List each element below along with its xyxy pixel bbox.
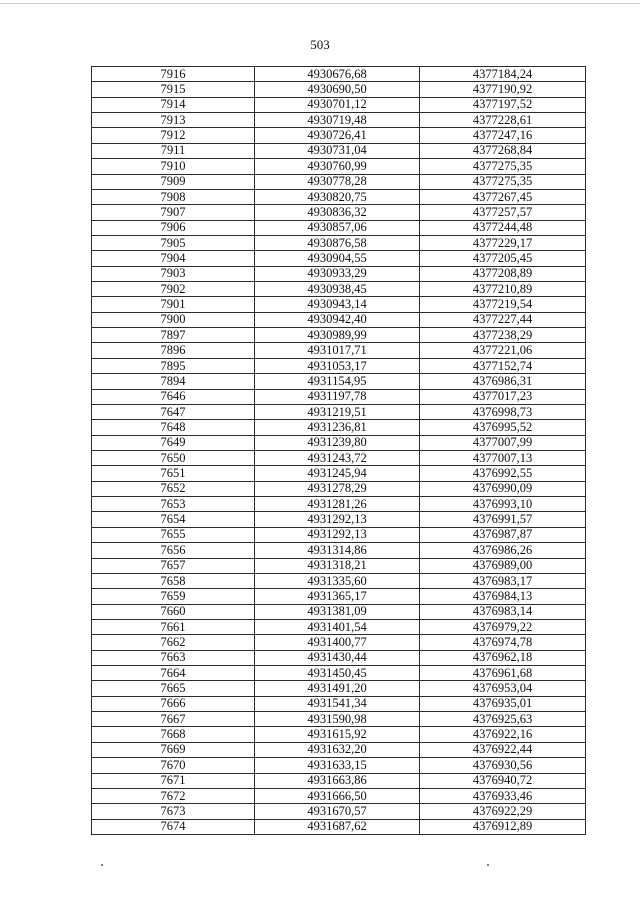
table-row: [92, 420, 586, 435]
table-row: [92, 374, 586, 389]
table-row: [92, 819, 586, 834]
point-number-cell: 7908: [92, 189, 255, 204]
page-number: 503: [310, 37, 330, 52]
x-coordinate-cell: 4931401,54: [255, 619, 420, 634]
x-coordinate-cell: 4931281,26: [255, 497, 420, 512]
point-number-cell: 7662: [92, 635, 255, 650]
x-coordinate-cell: 4931278,29: [255, 481, 420, 496]
x-coordinate-cell: 4931243,72: [255, 450, 420, 465]
point-number-cell: 7661: [92, 619, 255, 634]
point-number-cell: 7910: [92, 159, 255, 174]
point-number-cell: 7914: [92, 97, 255, 112]
y-coordinate-cell: 4377228,61: [420, 113, 586, 128]
table-row: [92, 312, 586, 327]
point-number-cell: 7674: [92, 819, 255, 834]
table-row: [92, 97, 586, 112]
point-number-cell: 7646: [92, 389, 255, 404]
x-coordinate-cell: 4930719,48: [255, 113, 420, 128]
x-coordinate-cell: 4931154,95: [255, 374, 420, 389]
x-coordinate-cell: 4931292,13: [255, 512, 420, 527]
table-row: [92, 527, 586, 542]
top-border-line: [0, 3, 640, 4]
y-coordinate-cell: 4376940,72: [420, 773, 586, 788]
point-number-cell: 7669: [92, 742, 255, 757]
y-coordinate-cell: 4377007,99: [420, 435, 586, 450]
x-coordinate-cell: 4931590,98: [255, 712, 420, 727]
table-row: [92, 82, 586, 97]
table-row: [92, 389, 586, 404]
table-row: [92, 205, 586, 220]
x-coordinate-cell: 4930904,55: [255, 251, 420, 266]
x-coordinate-cell: 4931197,78: [255, 389, 420, 404]
y-coordinate-cell: 4377197,52: [420, 97, 586, 112]
x-coordinate-cell: 4931239,80: [255, 435, 420, 450]
point-number-cell: 7894: [92, 374, 255, 389]
x-coordinate-cell: 4931400,77: [255, 635, 420, 650]
point-number-cell: 7915: [92, 82, 255, 97]
point-number-cell: 7657: [92, 558, 255, 573]
table-row: [92, 773, 586, 788]
point-number-cell: 7912: [92, 128, 255, 143]
y-coordinate-cell: 4376974,78: [420, 635, 586, 650]
y-coordinate-cell: 4376989,00: [420, 558, 586, 573]
y-coordinate-cell: 4376953,04: [420, 681, 586, 696]
y-coordinate-cell: 4376991,57: [420, 512, 586, 527]
point-number-cell: 7673: [92, 804, 255, 819]
x-coordinate-cell: 4931670,57: [255, 804, 420, 819]
point-number-cell: 7671: [92, 773, 255, 788]
y-coordinate-cell: 4377219,54: [420, 297, 586, 312]
x-coordinate-cell: 4931292,13: [255, 527, 420, 542]
x-coordinate-cell: 4931687,62: [255, 819, 420, 834]
x-coordinate-cell: 4931663,86: [255, 773, 420, 788]
table-row: [92, 712, 586, 727]
x-coordinate-cell: 4930857,06: [255, 220, 420, 235]
y-coordinate-cell: 4376922,29: [420, 804, 586, 819]
scan-speck: [101, 864, 103, 866]
x-coordinate-cell: 4931365,17: [255, 589, 420, 604]
table-row: [92, 328, 586, 343]
point-number-cell: 7654: [92, 512, 255, 527]
table-row: [92, 128, 586, 143]
coordinates-table: [91, 66, 586, 835]
point-number-cell: 7901: [92, 297, 255, 312]
point-number-cell: 7652: [92, 481, 255, 496]
x-coordinate-cell: 4930820,75: [255, 189, 420, 204]
table-row: [92, 143, 586, 158]
x-coordinate-cell: 4931219,51: [255, 404, 420, 419]
point-number-cell: 7660: [92, 604, 255, 619]
x-coordinate-cell: 4931245,94: [255, 466, 420, 481]
point-number-cell: 7667: [92, 712, 255, 727]
table-row: [92, 804, 586, 819]
table-row: [92, 589, 586, 604]
x-coordinate-cell: 4930836,32: [255, 205, 420, 220]
x-coordinate-cell: 4930989,99: [255, 328, 420, 343]
y-coordinate-cell: 4377152,74: [420, 358, 586, 373]
point-number-cell: 7905: [92, 235, 255, 250]
y-coordinate-cell: 4376986,31: [420, 374, 586, 389]
y-coordinate-cell: 4377205,45: [420, 251, 586, 266]
point-number-cell: 7900: [92, 312, 255, 327]
point-number-cell: 7913: [92, 113, 255, 128]
y-coordinate-cell: 4376993,10: [420, 497, 586, 512]
point-number-cell: 7651: [92, 466, 255, 481]
y-coordinate-cell: 4377210,89: [420, 282, 586, 297]
y-coordinate-cell: 4376925,63: [420, 712, 586, 727]
point-number-cell: 7904: [92, 251, 255, 266]
x-coordinate-cell: 4931430,44: [255, 650, 420, 665]
y-coordinate-cell: 4377221,06: [420, 343, 586, 358]
y-coordinate-cell: 4377007,13: [420, 450, 586, 465]
point-number-cell: 7664: [92, 666, 255, 681]
table-row: [92, 604, 586, 619]
table-row: [92, 435, 586, 450]
point-number-cell: 7658: [92, 573, 255, 588]
y-coordinate-cell: 4376922,44: [420, 742, 586, 757]
table-row: [92, 543, 586, 558]
y-coordinate-cell: 4377229,17: [420, 235, 586, 250]
table-row: [92, 573, 586, 588]
y-coordinate-cell: 4377257,57: [420, 205, 586, 220]
table-row: [92, 174, 586, 189]
table-row: [92, 497, 586, 512]
table-row: [92, 619, 586, 634]
point-number-cell: 7663: [92, 650, 255, 665]
point-number-cell: 7896: [92, 343, 255, 358]
point-number-cell: 7916: [92, 67, 255, 82]
point-number-cell: 7648: [92, 420, 255, 435]
x-coordinate-cell: 4930760,99: [255, 159, 420, 174]
point-number-cell: 7911: [92, 143, 255, 158]
y-coordinate-cell: 4377275,35: [420, 174, 586, 189]
point-number-cell: 7650: [92, 450, 255, 465]
y-coordinate-cell: 4376961,68: [420, 666, 586, 681]
y-coordinate-cell: 4376986,26: [420, 543, 586, 558]
table-row: [92, 788, 586, 803]
table-row: [92, 635, 586, 650]
y-coordinate-cell: 4376983,17: [420, 573, 586, 588]
point-number-cell: 7665: [92, 681, 255, 696]
x-coordinate-cell: 4930726,41: [255, 128, 420, 143]
x-coordinate-cell: 4930676,68: [255, 67, 420, 82]
y-coordinate-cell: 4376998,73: [420, 404, 586, 419]
y-coordinate-cell: 4376987,87: [420, 527, 586, 542]
x-coordinate-cell: 4931236,81: [255, 420, 420, 435]
point-number-cell: 7909: [92, 174, 255, 189]
y-coordinate-cell: 4376912,89: [420, 819, 586, 834]
table-row: [92, 343, 586, 358]
point-number-cell: 7653: [92, 497, 255, 512]
table-row: [92, 650, 586, 665]
x-coordinate-cell: 4931666,50: [255, 788, 420, 803]
table-row: [92, 159, 586, 174]
y-coordinate-cell: 4377247,16: [420, 128, 586, 143]
point-number-cell: 7666: [92, 696, 255, 711]
x-coordinate-cell: 4931053,17: [255, 358, 420, 373]
x-coordinate-cell: 4931318,21: [255, 558, 420, 573]
table-row: [92, 113, 586, 128]
point-number-cell: 7659: [92, 589, 255, 604]
point-number-cell: 7906: [92, 220, 255, 235]
y-coordinate-cell: 4377184,24: [420, 67, 586, 82]
table-row: [92, 297, 586, 312]
x-coordinate-cell: 4931541,34: [255, 696, 420, 711]
x-coordinate-cell: 4930876,58: [255, 235, 420, 250]
point-number-cell: 7668: [92, 727, 255, 742]
coordinates-table-body: [92, 67, 586, 835]
table-row: [92, 512, 586, 527]
y-coordinate-cell: 4376995,52: [420, 420, 586, 435]
x-coordinate-cell: 4931633,15: [255, 758, 420, 773]
table-row: [92, 466, 586, 481]
y-coordinate-cell: 4376984,13: [420, 589, 586, 604]
y-coordinate-cell: 4376983,14: [420, 604, 586, 619]
y-coordinate-cell: 4376962,18: [420, 650, 586, 665]
y-coordinate-cell: 4376992,55: [420, 466, 586, 481]
table-row: [92, 681, 586, 696]
table-row: [92, 235, 586, 250]
x-coordinate-cell: 4931017,71: [255, 343, 420, 358]
table-row: [92, 358, 586, 373]
y-coordinate-cell: 4377208,89: [420, 266, 586, 281]
x-coordinate-cell: 4931335,60: [255, 573, 420, 588]
x-coordinate-cell: 4930690,50: [255, 82, 420, 97]
y-coordinate-cell: 4376930,56: [420, 758, 586, 773]
point-number-cell: 7672: [92, 788, 255, 803]
x-coordinate-cell: 4930778,28: [255, 174, 420, 189]
table-row: [92, 758, 586, 773]
x-coordinate-cell: 4930943,14: [255, 297, 420, 312]
x-coordinate-cell: 4931491,20: [255, 681, 420, 696]
y-coordinate-cell: 4377267,45: [420, 189, 586, 204]
x-coordinate-cell: 4931314,86: [255, 543, 420, 558]
x-coordinate-cell: 4931381,09: [255, 604, 420, 619]
table-row: [92, 282, 586, 297]
table-row: [92, 266, 586, 281]
point-number-cell: 7902: [92, 282, 255, 297]
y-coordinate-cell: 4376990,09: [420, 481, 586, 496]
y-coordinate-cell: 4377268,84: [420, 143, 586, 158]
table-row: [92, 481, 586, 496]
table-row: [92, 220, 586, 235]
point-number-cell: 7655: [92, 527, 255, 542]
table-row: [92, 558, 586, 573]
point-number-cell: 7907: [92, 205, 255, 220]
table-row: [92, 404, 586, 419]
y-coordinate-cell: 4377244,48: [420, 220, 586, 235]
x-coordinate-cell: 4930701,12: [255, 97, 420, 112]
point-number-cell: 7656: [92, 543, 255, 558]
y-coordinate-cell: 4377275,35: [420, 159, 586, 174]
table-row: [92, 450, 586, 465]
table-row: [92, 666, 586, 681]
point-number-cell: 7895: [92, 358, 255, 373]
point-number-cell: 7649: [92, 435, 255, 450]
y-coordinate-cell: 4376933,46: [420, 788, 586, 803]
x-coordinate-cell: 4931615,92: [255, 727, 420, 742]
table-row: [92, 742, 586, 757]
y-coordinate-cell: 4376922,16: [420, 727, 586, 742]
table-row: [92, 251, 586, 266]
table-row: [92, 189, 586, 204]
y-coordinate-cell: 4376979,22: [420, 619, 586, 634]
x-coordinate-cell: 4931450,45: [255, 666, 420, 681]
x-coordinate-cell: 4930938,45: [255, 282, 420, 297]
y-coordinate-cell: 4377227,44: [420, 312, 586, 327]
point-number-cell: 7903: [92, 266, 255, 281]
table-row: [92, 727, 586, 742]
point-number-cell: 7897: [92, 328, 255, 343]
x-coordinate-cell: 4930731,04: [255, 143, 420, 158]
scan-speck: [487, 864, 489, 866]
x-coordinate-cell: 4930942,40: [255, 312, 420, 327]
y-coordinate-cell: 4376935,01: [420, 696, 586, 711]
y-coordinate-cell: 4377017,23: [420, 389, 586, 404]
x-coordinate-cell: 4930933,29: [255, 266, 420, 281]
point-number-cell: 7670: [92, 758, 255, 773]
table-row: [92, 696, 586, 711]
y-coordinate-cell: 4377190,92: [420, 82, 586, 97]
y-coordinate-cell: 4377238,29: [420, 328, 586, 343]
table-row: [92, 67, 586, 82]
x-coordinate-cell: 4931632,20: [255, 742, 420, 757]
point-number-cell: 7647: [92, 404, 255, 419]
